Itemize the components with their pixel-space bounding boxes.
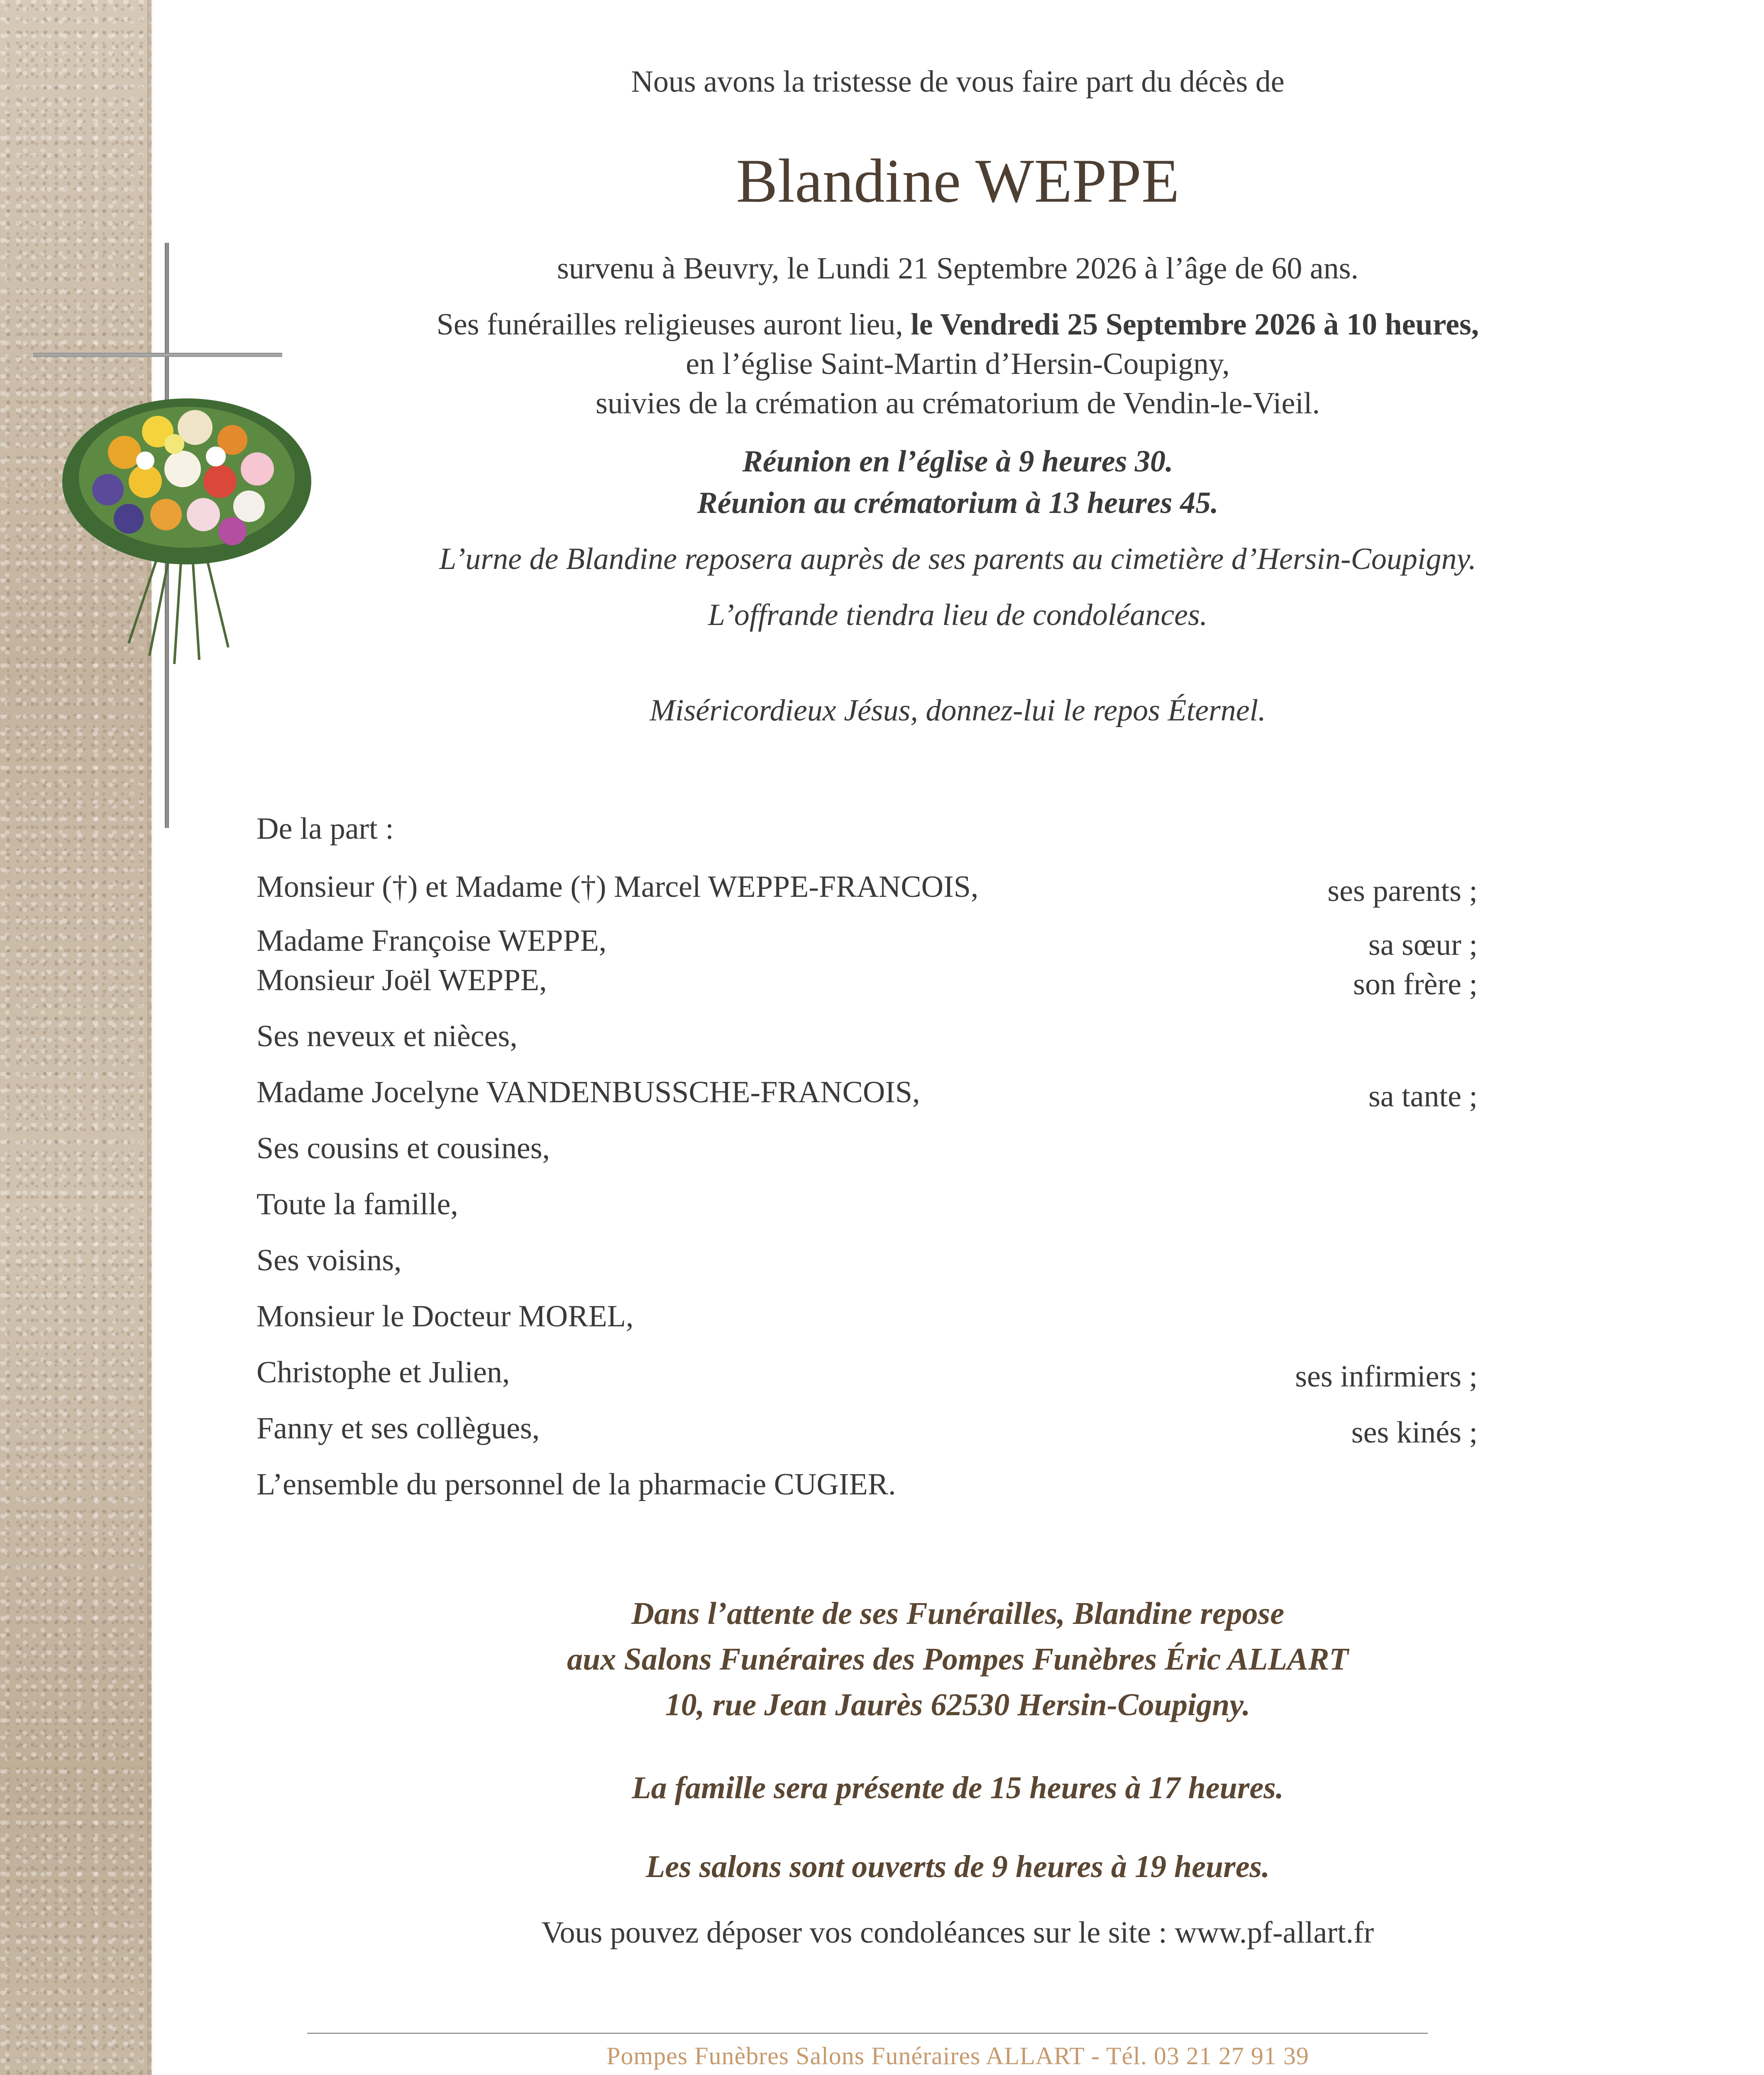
funeral-date: le Vendredi 25 Septembre 2026 à 10 heures, bbox=[911, 308, 1479, 342]
family-name: Ses cousins et cousines, bbox=[257, 1131, 550, 1165]
meeting-crematorium: Réunion au crématorium à 13 heures 45. bbox=[697, 486, 1219, 520]
funeral-date-line bbox=[151, 307, 1764, 342]
church-line: en l’église Saint-Martin d’Hersin-Coupigny, bbox=[686, 347, 1230, 381]
family-name: Monsieur le Docteur MOREL, bbox=[257, 1299, 634, 1333]
death-details: survenu à Beuvry, le Lundi 21 Septembre 2026 à l’âge de 60 ans. bbox=[557, 251, 1358, 286]
meeting-church: Réunion en l’église à 9 heures 30. bbox=[742, 444, 1173, 478]
family-relation: sa tante ; bbox=[1368, 1079, 1478, 1113]
cremation-line: suivies de la crémation au crématorium de Vendin-le-Vieil. bbox=[596, 386, 1320, 420]
salon-hours: Les salons sont ouverts de 9 heures à 19 heures. bbox=[645, 1849, 1270, 1884]
footer-divider bbox=[307, 2033, 1428, 2034]
family-name: Ses voisins, bbox=[257, 1243, 402, 1277]
family-name: Toute la famille, bbox=[257, 1187, 458, 1221]
family-name: Ses neveux et nièces, bbox=[257, 1019, 518, 1053]
family-name: Madame Jocelyne VANDENBUSSCHE-FRANCOIS, bbox=[257, 1075, 920, 1109]
rest-line-1: Dans l’attente de ses Funérailles, Blandine repose bbox=[631, 1596, 1284, 1631]
prayer-line: Miséricordieux Jésus, donnez-lui le repos Éternel. bbox=[650, 693, 1266, 727]
marble-border bbox=[0, 0, 151, 2075]
family-relation: sa sœur ; bbox=[1368, 928, 1478, 962]
family-relation: ses parents ; bbox=[1327, 874, 1478, 908]
rest-line-2: aux Salons Funéraires des Pompes Funèbres Éric ALLART bbox=[567, 1642, 1349, 1677]
family-name: Monsieur Joël WEPPE, bbox=[257, 963, 547, 997]
condolence-website: Vous pouvez déposer vos condoléances sur le site : www.pf-allart.fr bbox=[541, 1916, 1374, 1950]
family-relation: ses kinés ; bbox=[1351, 1416, 1478, 1450]
family-heading: De la part : bbox=[257, 812, 394, 846]
family-relation: ses infirmiers ; bbox=[1295, 1360, 1478, 1394]
family-name: L’ensemble du personnel de la pharmacie CUGIER. bbox=[257, 1467, 896, 1501]
intro-text: Nous avons la tristesse de vous faire part du décès de bbox=[631, 65, 1285, 99]
footer-company: Pompes Funèbres Salons Funéraires ALLART - Tél. 03 21 27 91 39 bbox=[606, 2042, 1309, 2070]
family-name: Monsieur (†) et Madame (†) Marcel WEPPE-FRANCOIS, bbox=[257, 870, 979, 904]
offering-line: L’offrande tiendra lieu de condoléances. bbox=[708, 598, 1208, 632]
rest-address: 10, rue Jean Jaurès 62530 Hersin-Coupigny. bbox=[665, 1687, 1251, 1722]
family-name: Christophe et Julien, bbox=[257, 1355, 510, 1389]
family-presence: La famille sera présente de 15 heures à 17 heures. bbox=[632, 1770, 1284, 1805]
funeral-intro: Ses funérailles religieuses auront lieu, bbox=[436, 308, 903, 342]
family-relation: son frère ; bbox=[1353, 967, 1478, 1001]
deceased-name: Blandine WEPPE bbox=[736, 146, 1180, 215]
family-name: Fanny et ses collègues, bbox=[257, 1411, 540, 1445]
family-name: Madame Françoise WEPPE, bbox=[257, 924, 607, 958]
urn-line: L’urne de Blandine reposera auprès de ses parents au cimetière d’Hersin-Coupigny. bbox=[439, 542, 1476, 576]
